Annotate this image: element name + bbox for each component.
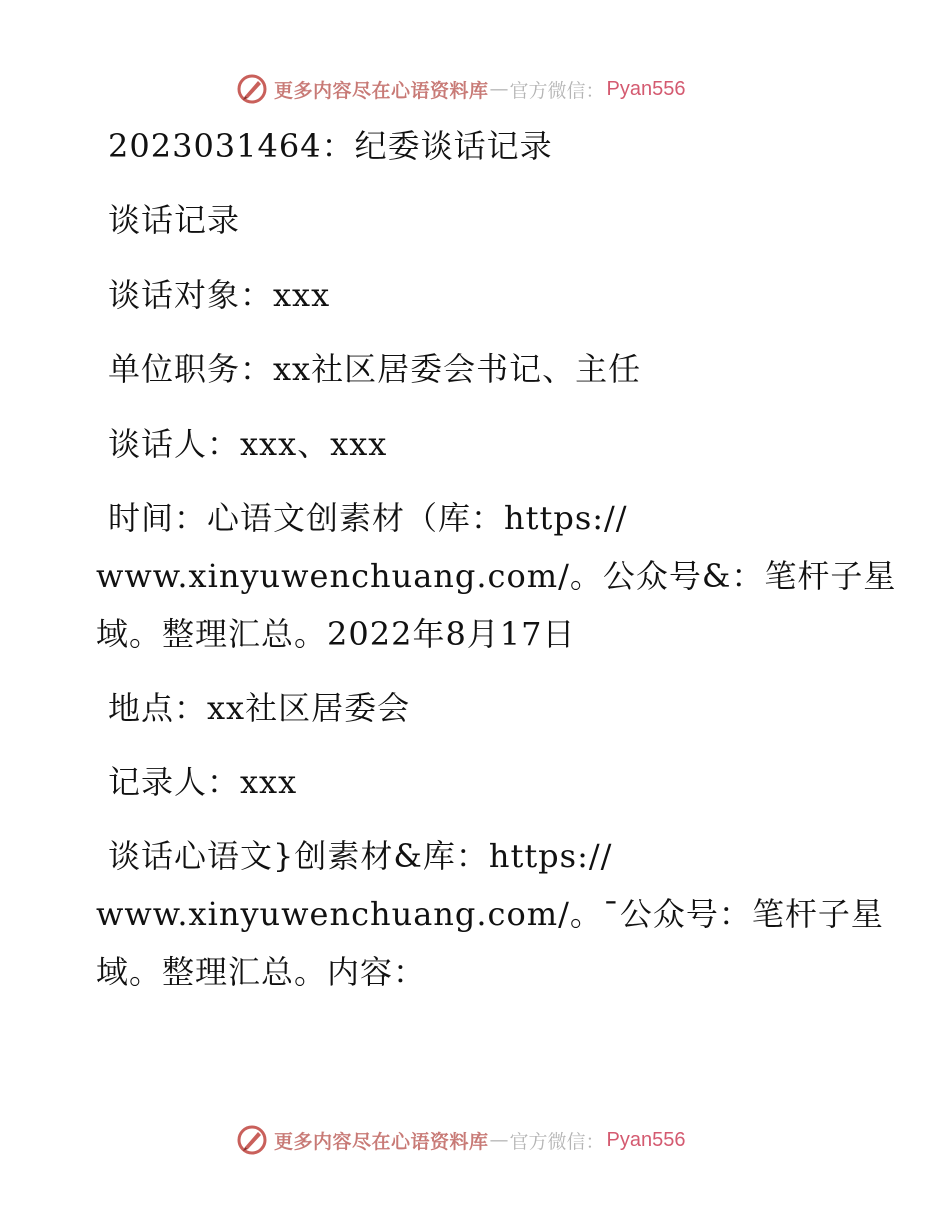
watermark-wechat-id: Pyan556 — [606, 77, 686, 100]
watermark-wechat-id: Pyan556 — [606, 1128, 686, 1151]
watermark-dash: — — [489, 78, 509, 100]
footer-watermark — [236, 1123, 686, 1157]
pen-logo-icon — [236, 1124, 268, 1156]
location-line: 地点：xx社区居委会 — [108, 689, 411, 727]
content-line-3: 域。整理汇总。内容： — [96, 953, 427, 991]
position-line: 单位职务：xx社区居委会书记、主任 — [108, 350, 642, 388]
watermark-main-text: 更多内容尽在心语资料库 — [274, 1130, 489, 1153]
recorder-line: 记录人：xxx — [108, 763, 298, 801]
pen-logo-icon — [236, 73, 268, 105]
header-watermark — [236, 72, 686, 106]
content-line-1: 谈话心语文}创素材&库：https:// — [108, 837, 613, 875]
time-line-2: www.xinyuwenchuang.com/。公众号&：笔杆子星 — [96, 557, 897, 595]
watermark-label: 官方微信： — [509, 1130, 605, 1153]
interviewers-line: 谈话人：xxx、xxx — [108, 425, 388, 463]
watermark-main-text: 更多内容尽在心语资料库 — [274, 79, 489, 102]
content-line-2: www.xinyuwenchuang.com/。¯公众号：笔杆子星 — [96, 895, 884, 933]
subject-line: 谈话对象：xxx — [108, 276, 331, 314]
watermark-dash: — — [489, 1129, 509, 1151]
document-heading: 谈话记录 — [108, 201, 241, 239]
watermark-label: 官方微信： — [509, 79, 605, 102]
time-line-1: 时间：心语文创素材（库：https:// — [108, 499, 628, 537]
time-line-3: 域。整理汇总。2022年8月17日 — [96, 615, 576, 653]
document-title: 2023031464：纪委谈话记录 — [108, 127, 553, 165]
